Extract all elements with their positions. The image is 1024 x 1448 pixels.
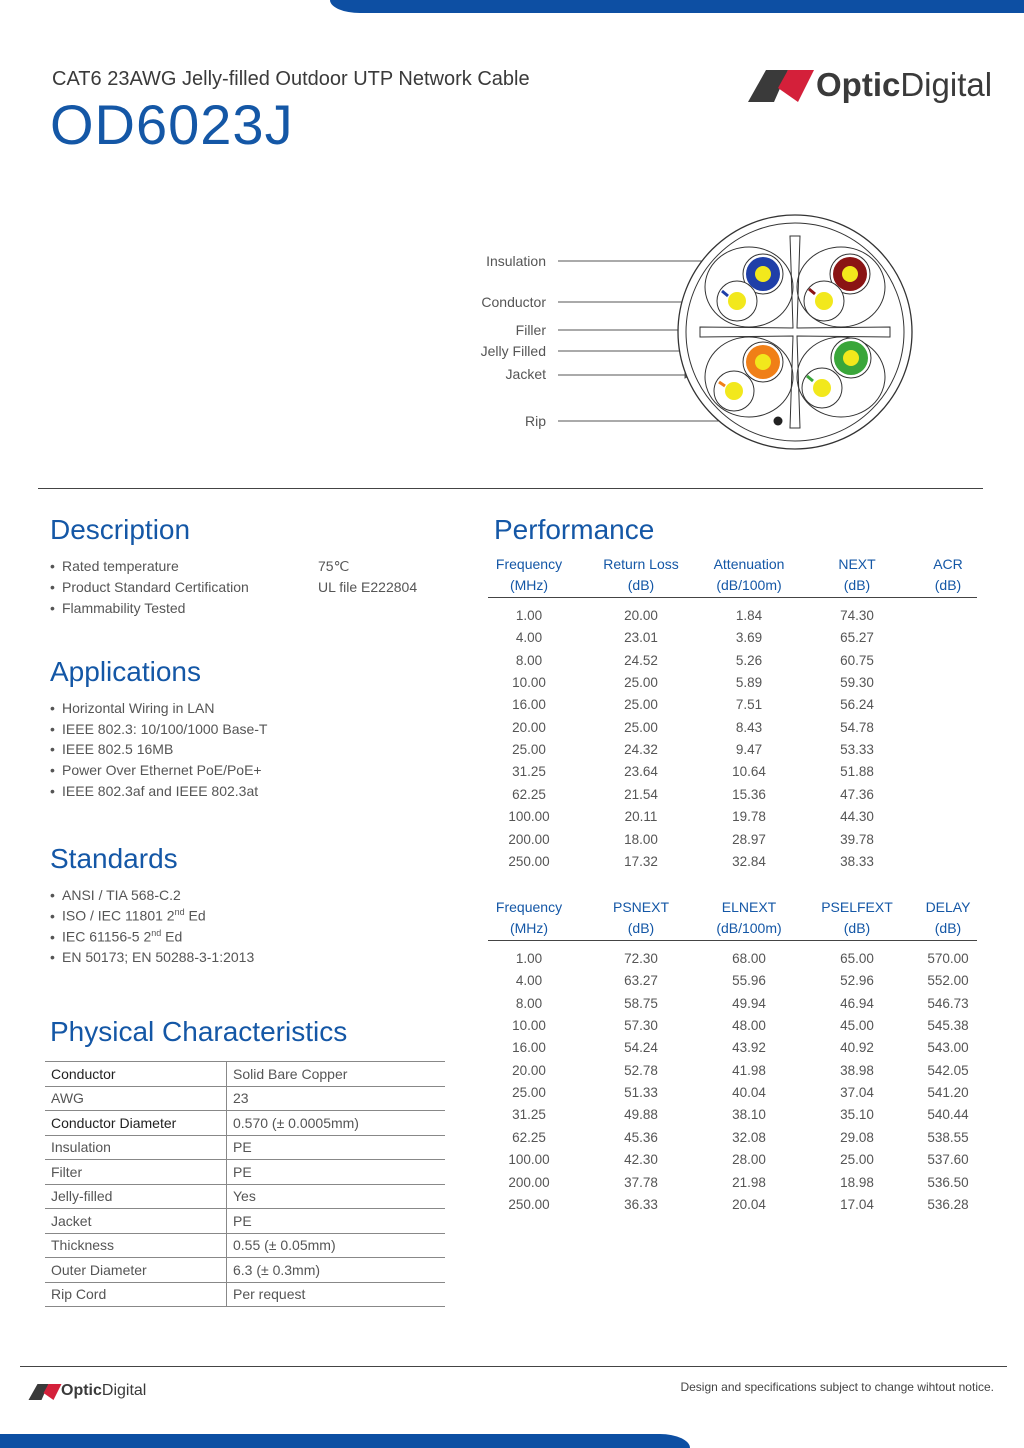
table-cell: 39.78 — [840, 831, 874, 847]
table-cell: 45.00 — [840, 1018, 874, 1034]
table-cell: 74.30 — [840, 608, 874, 623]
physical-key: Jelly-filled — [45, 1184, 227, 1209]
table-cell: 250.00 — [508, 1196, 550, 1212]
table-cell: 43.92 — [732, 1040, 766, 1056]
column-header-title: PSELFEXT — [821, 899, 893, 915]
description-heading: Description — [50, 514, 191, 545]
column-header-title: ACR — [933, 556, 963, 572]
table-cell: 552.00 — [927, 973, 969, 989]
column-header-title: Frequency — [495, 556, 563, 572]
table-cell: 5.26 — [735, 652, 763, 668]
column-header-title: NEXT — [838, 556, 876, 572]
column-header — [812, 554, 902, 596]
applications-item: • IEEE 802.5 16MB — [50, 741, 174, 757]
physical-value: 23 — [227, 1086, 446, 1111]
table-cell: 38.10 — [732, 1107, 766, 1123]
table-cell: 8.43 — [735, 719, 763, 735]
column-header-unit: (dB/100m) — [716, 577, 782, 593]
footer-disclaimer: Design and specifications subject to change wihtout notice. — [680, 1380, 994, 1394]
table-cell: 40.04 — [732, 1085, 766, 1101]
column-header-unit: (dB) — [627, 920, 655, 936]
table-cell: 18.98 — [840, 1174, 874, 1190]
table-cell: 24.32 — [624, 742, 658, 758]
column-header-title: PSNEXT — [612, 899, 669, 915]
bottom-accent-band — [0, 1434, 690, 1448]
table-cell: 28.00 — [732, 1152, 766, 1168]
column-header-unit: (dB) — [843, 577, 871, 593]
column-header-title: Frequency — [495, 899, 563, 915]
diagram-label-jelly-filled: Jelly Filled — [480, 343, 546, 359]
table-cell: 543.00 — [927, 1040, 969, 1056]
table-cell: 23.64 — [624, 764, 658, 780]
table-cell: 20.00 — [512, 719, 546, 735]
table-cell: 23.01 — [624, 630, 658, 646]
physical-key: Filter — [45, 1160, 227, 1185]
table-cell: 1.00 — [515, 608, 543, 623]
table-cell: 38.98 — [840, 1062, 874, 1078]
column-header-title: Return Loss — [603, 556, 679, 572]
table-row — [45, 1282, 445, 1307]
standards-item: • ISO / IEC 11801 2nd Ed — [50, 907, 206, 924]
table-cell: 46.94 — [840, 995, 874, 1011]
table-cell: 65.27 — [840, 630, 874, 646]
performance-table-2-rule — [488, 940, 977, 941]
table-cell: 538.55 — [927, 1129, 969, 1145]
table-cell: 57.30 — [624, 1018, 658, 1034]
table-cell: 47.36 — [840, 786, 874, 802]
description-value: 75℃ — [318, 558, 350, 574]
table-cell: 59.30 — [840, 675, 874, 691]
physical-value: 0.570 (± 0.0005mm) — [227, 1111, 446, 1136]
table-cell: 1.84 — [735, 608, 763, 623]
column-header-title: ELNEXT — [721, 899, 777, 915]
section-divider — [38, 488, 983, 489]
table-cell: 49.94 — [732, 995, 766, 1011]
column-header — [903, 554, 993, 596]
table-cell: 4.00 — [515, 973, 543, 989]
table-cell: 25.00 — [512, 1085, 546, 1101]
footer-wordmark: OpticDigital — [61, 1382, 147, 1399]
table-cell: 536.28 — [927, 1196, 969, 1212]
table-cell: 9.47 — [735, 742, 763, 758]
table-cell: 15.36 — [732, 786, 766, 802]
table-cell: 540.44 — [927, 1107, 969, 1123]
physical-value: PE — [227, 1209, 446, 1234]
table-cell: 58.75 — [624, 995, 658, 1011]
model-number: OD6023J — [50, 93, 294, 156]
description-value: UL file E222804 — [318, 579, 418, 595]
table-cell: 1.00 — [515, 951, 543, 966]
physical-key: Rip Cord — [45, 1282, 227, 1307]
applications-item: • IEEE 802.3: 10/100/1000 Base-T — [50, 721, 268, 737]
table-cell: 17.04 — [840, 1196, 874, 1212]
table-cell: 51.33 — [624, 1085, 658, 1101]
table-cell: 32.08 — [732, 1129, 766, 1145]
applications-item: • IEEE 802.3af and IEEE 802.3at — [50, 783, 259, 799]
table-cell: 537.60 — [927, 1152, 969, 1168]
diagram-label-jacket: Jacket — [505, 366, 546, 382]
column-header — [484, 554, 574, 596]
table-cell: 52.78 — [624, 1062, 658, 1078]
table-cell: 8.00 — [515, 995, 543, 1011]
table-cell: 570.00 — [927, 951, 969, 966]
physical-key: Insulation — [45, 1135, 227, 1160]
column-header-unit: (dB/100m) — [716, 920, 782, 936]
table-cell: 36.33 — [624, 1196, 658, 1212]
column-header-unit: (dB) — [627, 577, 655, 593]
applications-item: • Power Over Ethernet PoE/PoE+ — [50, 762, 262, 778]
table-cell: 20.00 — [624, 608, 658, 623]
diagram-label-conductor: Conductor — [481, 294, 546, 310]
table-cell: 25.00 — [840, 1152, 874, 1168]
table-cell: 20.04 — [732, 1196, 766, 1212]
physical-key: AWG — [45, 1086, 227, 1111]
table-cell: 37.78 — [624, 1174, 658, 1190]
column-header-title: DELAY — [925, 899, 971, 915]
table-cell: 62.25 — [512, 786, 546, 802]
table-cell: 54.24 — [624, 1040, 658, 1056]
table-cell: 54.78 — [840, 719, 874, 735]
column-header-unit: (dB) — [934, 920, 962, 936]
physical-key: Conductor — [45, 1062, 227, 1087]
column-header — [484, 897, 574, 939]
table-cell: 8.00 — [515, 652, 543, 668]
table-row — [45, 1258, 445, 1283]
applications-item: • Horizontal Wiring in LAN — [50, 700, 215, 716]
table-cell: 41.98 — [732, 1062, 766, 1078]
column-header-unit: (MHz) — [509, 920, 549, 936]
description-item: • Rated temperature — [50, 558, 179, 574]
table-cell: 100.00 — [508, 1152, 550, 1168]
table-cell: 24.52 — [624, 652, 658, 668]
table-cell: 200.00 — [508, 831, 550, 847]
table-row — [45, 1209, 445, 1234]
table-row — [45, 1086, 445, 1111]
footer-logo — [28, 1381, 178, 1403]
top-accent-band — [330, 0, 1024, 13]
physical-value: Yes — [227, 1184, 446, 1209]
table-cell: 25.00 — [624, 719, 658, 735]
table-cell: 200.00 — [508, 1174, 550, 1190]
physical-key: Jacket — [45, 1209, 227, 1234]
table-cell: 10.00 — [512, 675, 546, 691]
logo-wordmark: OpticDigital — [816, 66, 993, 103]
table-cell: 65.00 — [840, 951, 874, 966]
table-cell: 37.04 — [840, 1085, 874, 1101]
column-header — [596, 897, 686, 939]
diagram-label-rip: Rip — [524, 413, 546, 429]
table-cell: 40.92 — [840, 1040, 874, 1056]
physical-value: 6.3 (± 0.3mm) — [227, 1258, 446, 1283]
product-subtitle: CAT6 23AWG Jelly-filled Outdoor UTP Network Cable — [52, 68, 530, 90]
table-cell: 42.30 — [624, 1152, 658, 1168]
table-cell: 541.20 — [927, 1085, 969, 1101]
table-row — [45, 1233, 445, 1258]
cable-cross-section-diagram — [550, 210, 920, 460]
table-row — [45, 1111, 445, 1136]
column-header-unit: (dB) — [843, 920, 871, 936]
table-cell: 31.25 — [512, 764, 546, 780]
table-cell: 100.00 — [508, 809, 550, 825]
column-header — [704, 554, 794, 596]
table-row — [45, 1160, 445, 1185]
performance-table-1-rule — [488, 597, 977, 598]
standards-item: • EN 50173; EN 50288-3-1:2013 — [50, 949, 255, 965]
table-cell: 49.88 — [624, 1107, 658, 1123]
table-cell: 10.00 — [512, 1018, 546, 1034]
table-cell: 5.89 — [735, 675, 763, 691]
column-header — [812, 897, 902, 939]
table-cell: 7.51 — [735, 697, 763, 713]
diagram-label-filler: Filler — [515, 322, 546, 338]
table-cell: 16.00 — [512, 697, 546, 713]
physical-heading: Physical Characteristics — [50, 1016, 348, 1047]
physical-value: Solid Bare Copper — [227, 1062, 446, 1087]
column-header — [596, 554, 686, 596]
physical-value: PE — [227, 1135, 446, 1160]
footer-divider — [20, 1366, 1007, 1367]
table-cell: 536.50 — [927, 1174, 969, 1190]
table-cell: 72.30 — [624, 951, 658, 966]
table-cell: 31.25 — [512, 1107, 546, 1123]
table-cell: 48.00 — [732, 1018, 766, 1034]
table-cell: 546.73 — [927, 995, 969, 1011]
table-cell: 38.33 — [840, 853, 874, 869]
table-cell: 542.05 — [927, 1062, 969, 1078]
table-cell: 20.11 — [624, 809, 658, 825]
table-cell: 32.84 — [732, 853, 766, 869]
table-cell: 52.96 — [840, 973, 874, 989]
table-cell: 25.00 — [624, 697, 658, 713]
table-cell: 29.08 — [840, 1129, 874, 1145]
table-row — [45, 1135, 445, 1160]
diagram-label-insulation: Insulation — [486, 253, 546, 269]
table-cell: 10.64 — [732, 764, 766, 780]
logo-mark-icon — [748, 66, 814, 106]
performance-heading: Performance — [494, 514, 655, 545]
table-cell: 51.88 — [840, 764, 874, 780]
table-cell: 60.75 — [840, 652, 874, 668]
physical-characteristics-table — [45, 1061, 445, 1307]
table-cell: 16.00 — [512, 1040, 546, 1056]
table-cell: 25.00 — [512, 742, 546, 758]
column-header-unit: (MHz) — [509, 577, 549, 593]
table-cell: 63.27 — [624, 973, 658, 989]
table-row — [45, 1184, 445, 1209]
table-cell: 45.36 — [624, 1129, 658, 1145]
logo-mark-icon — [28, 1382, 62, 1402]
physical-value: Per request — [227, 1282, 446, 1307]
table-cell: 18.00 — [624, 831, 658, 847]
table-cell: 4.00 — [515, 630, 543, 646]
table-row — [45, 1062, 445, 1087]
table-cell: 44.30 — [840, 809, 874, 825]
physical-key: Thickness — [45, 1233, 227, 1258]
table-cell: 56.24 — [840, 697, 874, 713]
table-cell: 68.00 — [732, 951, 766, 966]
table-cell: 545.38 — [927, 1018, 969, 1034]
standards-heading: Standards — [50, 843, 178, 874]
column-header — [704, 897, 794, 939]
table-cell: 19.78 — [732, 809, 766, 825]
table-cell: 21.98 — [732, 1174, 766, 1190]
physical-value: PE — [227, 1160, 446, 1185]
standards-item: • ANSI / TIA 568-C.2 — [50, 887, 181, 903]
table-cell: 17.32 — [624, 853, 658, 869]
table-cell: 55.96 — [732, 973, 766, 989]
table-cell: 53.33 — [840, 742, 874, 758]
standards-item: • IEC 61156-5 2nd Ed — [50, 928, 183, 945]
physical-key: Conductor Diameter — [45, 1111, 227, 1136]
brand-logo — [748, 66, 993, 106]
column-header-title: Attenuation — [713, 556, 785, 572]
physical-value: 0.55 (± 0.05mm) — [227, 1233, 446, 1258]
table-cell: 21.54 — [624, 786, 658, 802]
table-cell: 25.00 — [624, 675, 658, 691]
description-item: • Flammability Tested — [50, 600, 186, 616]
description-item: • Product Standard Certification — [50, 579, 249, 595]
table-cell: 35.10 — [840, 1107, 874, 1123]
physical-key: Outer Diameter — [45, 1258, 227, 1283]
table-cell: 20.00 — [512, 1062, 546, 1078]
table-cell: 250.00 — [508, 853, 550, 869]
applications-heading: Applications — [50, 656, 201, 687]
column-header — [903, 897, 993, 939]
table-cell: 3.69 — [735, 630, 763, 646]
table-cell: 62.25 — [512, 1129, 546, 1145]
table-cell: 28.97 — [732, 831, 766, 847]
column-header-unit: (dB) — [934, 577, 962, 593]
